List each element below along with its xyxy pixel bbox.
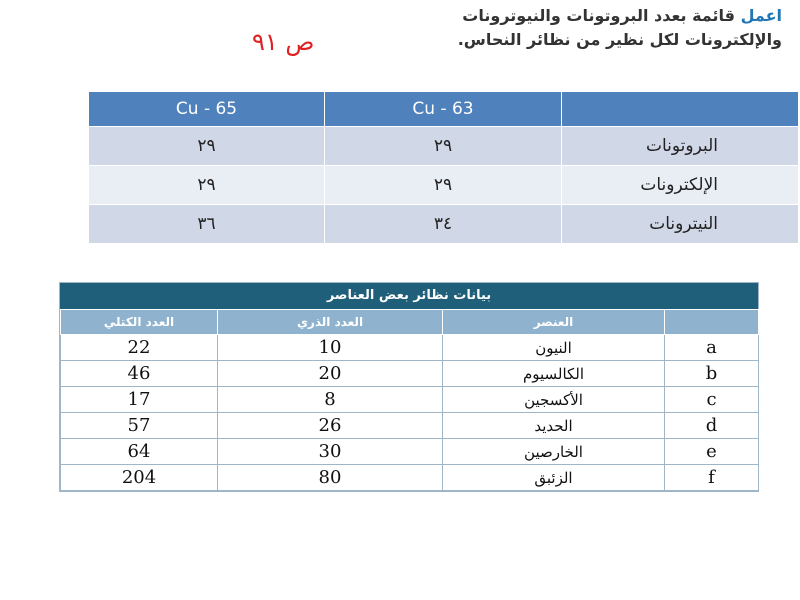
table-row	[61, 413, 759, 439]
row-label: النيترونات	[562, 205, 799, 244]
cell-mass-number: 22	[61, 335, 218, 361]
cell-atomic-number: 20	[218, 361, 443, 387]
cell-letter: b	[665, 361, 759, 387]
cell-atomic-number: 10	[218, 335, 443, 361]
cell-element: الحديد	[443, 413, 665, 439]
cell-mass-number: 57	[61, 413, 218, 439]
column-header-cu65: Cu - 65	[89, 92, 325, 127]
cell-letter: f	[665, 465, 759, 491]
cell-atomic-number: 80	[218, 465, 443, 491]
table-row	[61, 439, 759, 465]
table-row	[89, 205, 799, 244]
table-row	[61, 361, 759, 387]
row-label: البروتونات	[562, 127, 799, 166]
isotope-data-table	[60, 309, 759, 491]
cell-cu63: ٢٩	[325, 127, 562, 166]
isotope-table-title: بيانات نظائر بعض العناصر	[60, 283, 758, 309]
cell-atomic-number: 26	[218, 413, 443, 439]
cell-element: النيون	[443, 335, 665, 361]
cell-element: الكالسيوم	[443, 361, 665, 387]
cell-cu63: ٢٩	[325, 166, 562, 205]
table-header-row	[61, 310, 759, 335]
cell-cu65: ٣٦	[89, 205, 325, 244]
column-header-mass-number: العدد الكتلي	[61, 310, 218, 335]
table-row	[89, 127, 799, 166]
column-header-label	[562, 92, 799, 127]
cell-atomic-number: 8	[218, 387, 443, 413]
table-row	[61, 387, 759, 413]
cell-cu65: ٢٩	[89, 127, 325, 166]
cell-atomic-number: 30	[218, 439, 443, 465]
isotope-data-table-container	[59, 282, 759, 492]
cell-letter: a	[665, 335, 759, 361]
cell-letter: c	[665, 387, 759, 413]
cell-element: الأكسجين	[443, 387, 665, 413]
column-header-atomic-number: العدد الذري	[218, 310, 443, 335]
instruction-keyword: اعمل	[740, 6, 782, 25]
column-header-cu63: Cu - 63	[325, 92, 562, 127]
cell-cu65: ٢٩	[89, 166, 325, 205]
instruction-text	[342, 4, 782, 52]
cell-element: الخارصين	[443, 439, 665, 465]
cell-element: الزئبق	[443, 465, 665, 491]
column-header-element: العنصر	[443, 310, 665, 335]
cell-cu63: ٣٤	[325, 205, 562, 244]
column-header-letter	[665, 310, 759, 335]
copper-isotopes-table	[88, 91, 799, 244]
cell-mass-number: 46	[61, 361, 218, 387]
row-label: الإلكترونات	[562, 166, 799, 205]
cell-mass-number: 204	[61, 465, 218, 491]
table-header-row	[89, 92, 799, 127]
table-row	[89, 166, 799, 205]
cell-letter: d	[665, 413, 759, 439]
instruction-line-1	[342, 4, 782, 28]
cell-mass-number: 17	[61, 387, 218, 413]
table-row	[61, 465, 759, 491]
page-reference: ص ٩١	[252, 28, 315, 56]
cell-letter: e	[665, 439, 759, 465]
instruction-line-1-rest: قائمة بعدد البروتونات والنيوترونات	[462, 6, 741, 25]
table-row	[61, 335, 759, 361]
instruction-line-2: والإلكترونات لكل نظير من نظائر النحاس.	[457, 30, 782, 49]
cell-mass-number: 64	[61, 439, 218, 465]
